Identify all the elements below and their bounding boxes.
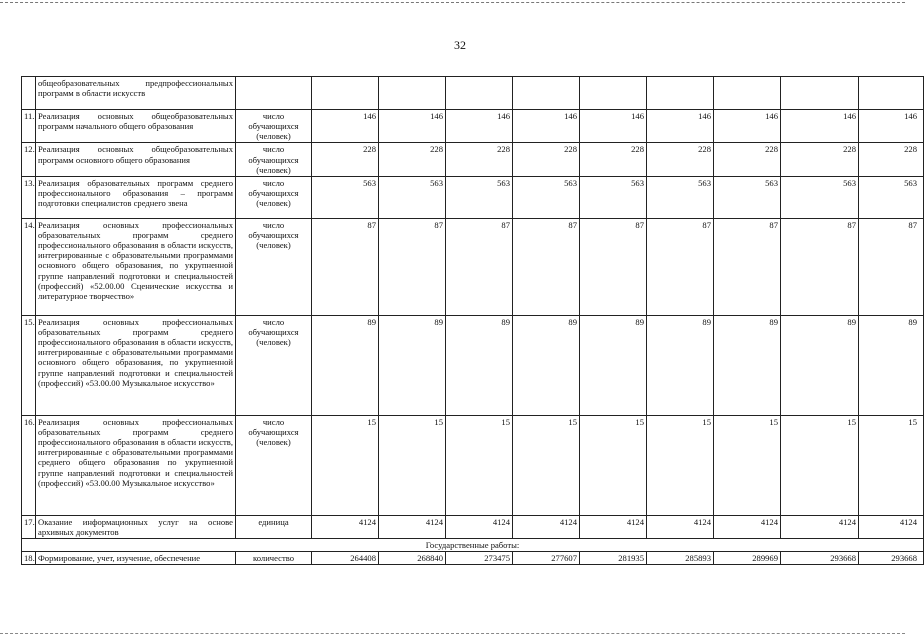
unit-of-measure: число обучающихся (человек) [236, 176, 312, 218]
value-cell [446, 77, 513, 110]
table-row [22, 415, 924, 515]
value-cell: 293668 [781, 552, 859, 565]
value-cell: 289969 [714, 552, 781, 565]
value-cell: 146 [781, 110, 859, 143]
value-cell: 228 [379, 143, 446, 176]
value-cell: 268840 [379, 552, 446, 565]
service-name: Оказание информационных услуг на основе архивных документов [36, 515, 236, 538]
value-cell: 87 [580, 218, 647, 315]
row-number: 18. [22, 552, 36, 565]
service-name: Реализация основных профессиональных образовательных программ среднего профессионального образования в области искусств, интегрированные с образовательными программами основного общего образования, по укрупненной группе направлений подготовки и специальностей (профессий) «53.00.00 Музыкальное искусство» [36, 315, 236, 415]
value-cell: 89 [714, 315, 781, 415]
table-row [22, 176, 924, 218]
value-cell: 563 [312, 176, 379, 218]
unit-of-measure: число обучающихся (человек) [236, 315, 312, 415]
value-cell: 228 [859, 143, 924, 176]
value-cell: 285893 [647, 552, 714, 565]
value-cell: 15 [859, 415, 924, 515]
value-cell: 146 [379, 110, 446, 143]
row-number: 11. [22, 110, 36, 143]
value-cell: 89 [580, 315, 647, 415]
unit-of-measure: количество [236, 552, 312, 565]
value-cell: 146 [312, 110, 379, 143]
value-cell: 4124 [859, 515, 924, 538]
service-name: Реализация образовательных программ среднего профессионального образования – программ подготовки специалистов среднего звена [36, 176, 236, 218]
value-cell [513, 77, 580, 110]
service-name: Реализация основных общеобразовательных программ начального общего образования [36, 110, 236, 143]
value-cell: 563 [580, 176, 647, 218]
value-cell: 4124 [312, 515, 379, 538]
value-cell: 15 [312, 415, 379, 515]
table-row [22, 110, 924, 143]
value-cell [647, 77, 714, 110]
scan-edge-top [0, 2, 905, 3]
value-cell: 281935 [580, 552, 647, 565]
row-number: 13. [22, 176, 36, 218]
service-name: Формирование, учет, изучение, обеспечение [36, 552, 236, 565]
value-cell: 4124 [446, 515, 513, 538]
service-name: Реализация основных общеобразовательных программ основного общего образования [36, 143, 236, 176]
row-number: 15. [22, 315, 36, 415]
value-cell [312, 77, 379, 110]
value-cell: 87 [781, 218, 859, 315]
value-cell: 87 [379, 218, 446, 315]
value-cell: 293668 [859, 552, 924, 565]
section-title: Государственные работы: [22, 539, 924, 552]
value-cell: 15 [781, 415, 859, 515]
value-cell: 146 [446, 110, 513, 143]
value-cell: 4124 [781, 515, 859, 538]
value-cell: 146 [580, 110, 647, 143]
unit-of-measure: число обучающихся (человек) [236, 218, 312, 315]
value-cell [781, 77, 859, 110]
value-cell: 228 [647, 143, 714, 176]
row-number: 17. [22, 515, 36, 538]
value-cell: 563 [781, 176, 859, 218]
section-row [22, 539, 924, 552]
value-cell: 89 [513, 315, 580, 415]
table-row [22, 218, 924, 315]
value-cell: 228 [513, 143, 580, 176]
table-row [22, 515, 924, 538]
value-cell [859, 77, 924, 110]
value-cell: 15 [714, 415, 781, 515]
value-cell: 228 [312, 143, 379, 176]
service-name: общеобразовательных предпрофессиональных программ в области искусств [36, 77, 236, 110]
value-cell [379, 77, 446, 110]
value-cell [714, 77, 781, 110]
value-cell: 89 [647, 315, 714, 415]
row-number [22, 77, 36, 110]
value-cell [580, 77, 647, 110]
value-cell: 87 [859, 218, 924, 315]
value-cell: 87 [647, 218, 714, 315]
value-cell: 4124 [379, 515, 446, 538]
value-cell: 15 [379, 415, 446, 515]
value-cell: 4124 [580, 515, 647, 538]
value-cell: 563 [859, 176, 924, 218]
unit-of-measure [236, 77, 312, 110]
value-cell: 563 [647, 176, 714, 218]
value-cell: 563 [714, 176, 781, 218]
value-cell: 87 [446, 218, 513, 315]
row-number: 14. [22, 218, 36, 315]
unit-of-measure: единица [236, 515, 312, 538]
value-cell: 15 [446, 415, 513, 515]
table-row [22, 552, 924, 565]
service-name: Реализация основных профессиональных образовательных программ среднего профессионального образования в области искусств, интегрированные с образовательными программами основного общего образования, по укрупненной группе направлений подготовки и специальностей (профессий) «52.00.00 Сценические искусства и литературное творчество» [36, 218, 236, 315]
value-cell: 146 [859, 110, 924, 143]
row-number: 16. [22, 415, 36, 515]
value-cell: 146 [714, 110, 781, 143]
value-cell: 4124 [647, 515, 714, 538]
value-cell: 15 [513, 415, 580, 515]
value-cell: 563 [379, 176, 446, 218]
value-cell: 228 [446, 143, 513, 176]
value-cell: 228 [714, 143, 781, 176]
value-cell: 4124 [513, 515, 580, 538]
table-row [22, 315, 924, 415]
value-cell: 89 [859, 315, 924, 415]
value-cell: 146 [513, 110, 580, 143]
value-cell: 228 [781, 143, 859, 176]
value-cell: 87 [513, 218, 580, 315]
scan-edge-bottom [0, 633, 905, 634]
value-cell: 563 [513, 176, 580, 218]
unit-of-measure: число обучающихся (человек) [236, 143, 312, 176]
table-row [22, 77, 924, 110]
value-cell: 146 [647, 110, 714, 143]
value-cell: 563 [446, 176, 513, 218]
service-name: Реализация основных профессиональных образовательных программ среднего профессионального образования в области искусств, интегрированные с образовательными программами среднего общего образования по укрупненной группе направлений подготовки и специальностей (профессий) «53.00.00 Музыкальное искусство» [36, 415, 236, 515]
services-table [21, 76, 924, 565]
table-row [22, 143, 924, 176]
value-cell: 15 [580, 415, 647, 515]
value-cell: 273475 [446, 552, 513, 565]
value-cell: 264408 [312, 552, 379, 565]
value-cell: 15 [647, 415, 714, 515]
value-cell: 89 [312, 315, 379, 415]
value-cell: 89 [781, 315, 859, 415]
value-cell: 4124 [714, 515, 781, 538]
value-cell: 228 [580, 143, 647, 176]
value-cell: 277607 [513, 552, 580, 565]
value-cell: 87 [714, 218, 781, 315]
table-body [22, 77, 924, 565]
unit-of-measure: число обучающихся (человек) [236, 110, 312, 143]
value-cell: 87 [312, 218, 379, 315]
unit-of-measure: число обучающихся (человек) [236, 415, 312, 515]
value-cell: 89 [379, 315, 446, 415]
row-number: 12. [22, 143, 36, 176]
page-number: 32 [454, 38, 466, 52]
value-cell: 89 [446, 315, 513, 415]
